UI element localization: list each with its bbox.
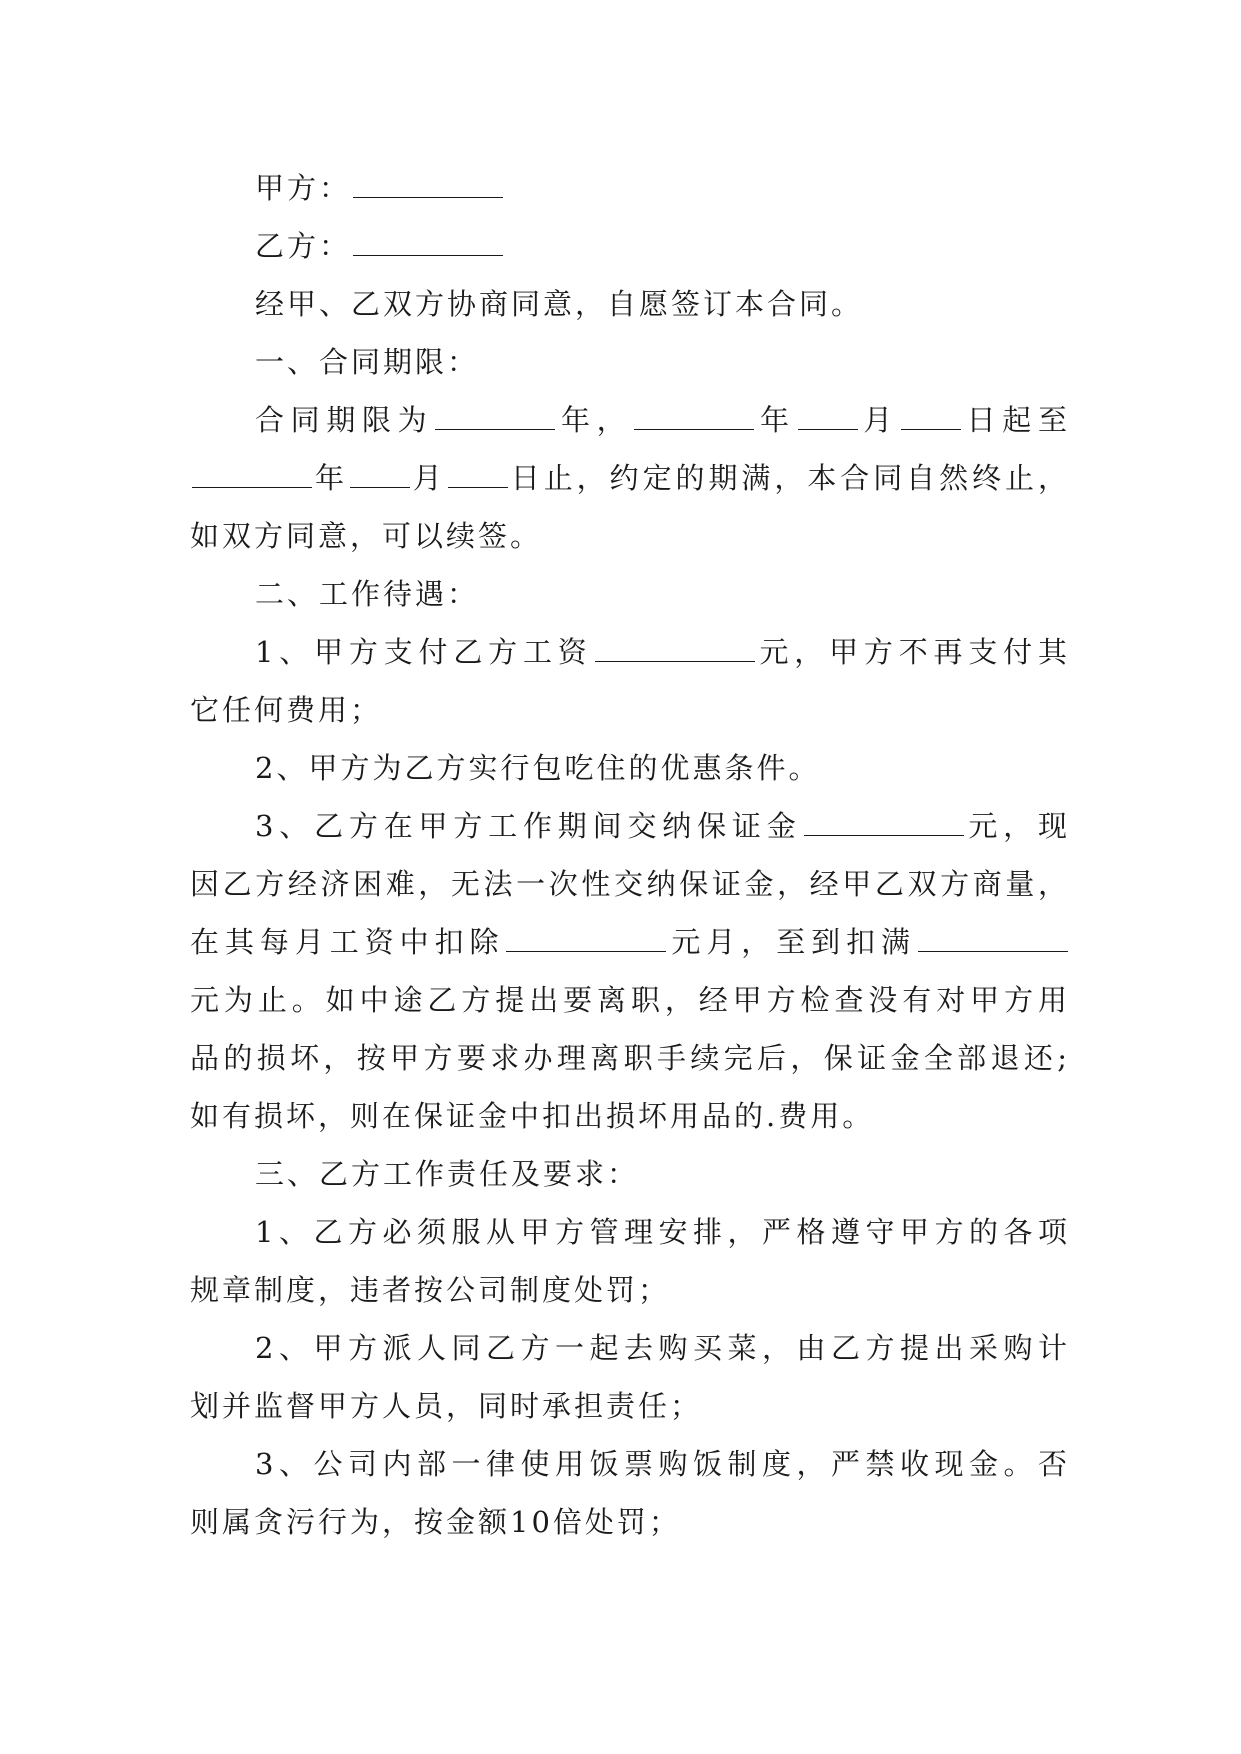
end-year-blank (192, 459, 312, 488)
section-3-heading: 三、乙方工作责任及要求： (255, 1157, 640, 1191)
duty-1-line-1: 1、乙方必须服从甲方管理安排，严格遵守甲方的各项 (255, 1215, 1070, 1249)
salary-line-1 (255, 623, 1070, 681)
term-line-3: 如双方同意，可以续签。 (190, 519, 543, 553)
deposit-text-4: 元月，至到扣满 (668, 925, 916, 959)
party-a-label: 甲方： (255, 171, 352, 205)
monthly-deduction-blank (506, 923, 666, 952)
start-month-blank (798, 401, 858, 430)
board-lodging-line: 2、甲方为乙方实行包吃住的优惠条件。 (255, 751, 821, 785)
deposit-line-1 (255, 797, 1070, 855)
end-day-blank (448, 459, 508, 488)
deposit-line-6: 如有损坏，则在保证金中扣出损坏用品的.费用。 (190, 1099, 875, 1133)
deposit-blank (804, 807, 964, 836)
salary-blank (595, 633, 755, 662)
party-b-blank (353, 227, 503, 256)
party-b-line (255, 217, 1070, 275)
duty-2-line-2: 划并监督甲方人员，同时承担责任； (190, 1389, 703, 1423)
party-a-line (255, 159, 1070, 217)
term-text-1: 合同期限为 (255, 403, 434, 437)
deposit-line-2: 因乙方经济困难，无法一次性交纳保证金，经甲乙双方商量， (190, 867, 1070, 901)
deposit-text-3: 在其每月工资中扣除 (190, 925, 505, 959)
deposit-text-2: 元，现 (965, 809, 1070, 843)
duty-3-line-1: 3、公司内部一律使用饭票购饭制度，严禁收现金。否 (255, 1447, 1070, 1481)
start-year-blank (634, 401, 754, 430)
total-deduction-blank (918, 923, 1068, 952)
term-text-6: 年 (314, 461, 348, 495)
term-text-8: 日止，约定的期满，本合同自然终止， (509, 461, 1070, 495)
term-line-1 (255, 391, 1070, 449)
term-text-2: 年， (557, 403, 633, 437)
intro-paragraph: 经甲、乙双方协商同意，自愿签订本合同。 (255, 287, 864, 321)
salary-text-1: 1、甲方支付乙方工资 (255, 635, 593, 669)
deposit-text-1: 3、乙方在甲方工作期间交纳保证金 (255, 809, 802, 843)
end-month-blank (350, 459, 410, 488)
term-text-5: 日起至 (962, 403, 1070, 437)
section-1-heading: 一、合同期限： (255, 345, 480, 379)
salary-text-2: 元，甲方不再支付其 (756, 635, 1070, 669)
deposit-line-4: 元为止。如中途乙方提出要离职，经甲方检查没有对甲方用 (190, 983, 1070, 1017)
party-b-label: 乙方： (255, 229, 352, 263)
start-day-blank (901, 401, 961, 430)
party-a-blank (353, 169, 503, 198)
term-text-3: 年 (756, 403, 796, 437)
term-line-2 (190, 449, 1070, 507)
duty-1-line-2: 规章制度，违者按公司制度处罚； (190, 1273, 671, 1307)
term-years-blank (435, 401, 555, 430)
term-text-4: 月 (859, 403, 899, 437)
deposit-line-5: 品的损坏，按甲方要求办理离职手续完后，保证金全部退还; (190, 1041, 1070, 1075)
deposit-line-3 (190, 913, 1070, 971)
term-text-7: 月 (411, 461, 446, 495)
salary-line-2: 它任何费用； (190, 693, 383, 727)
duty-3-line-2: 则属贪污行为，按金额10倍处罚； (190, 1505, 681, 1539)
section-2-heading: 二、工作待遇： (255, 577, 480, 611)
duty-2-line-1: 2、甲方派人同乙方一起去购买菜，由乙方提出采购计 (255, 1331, 1070, 1365)
